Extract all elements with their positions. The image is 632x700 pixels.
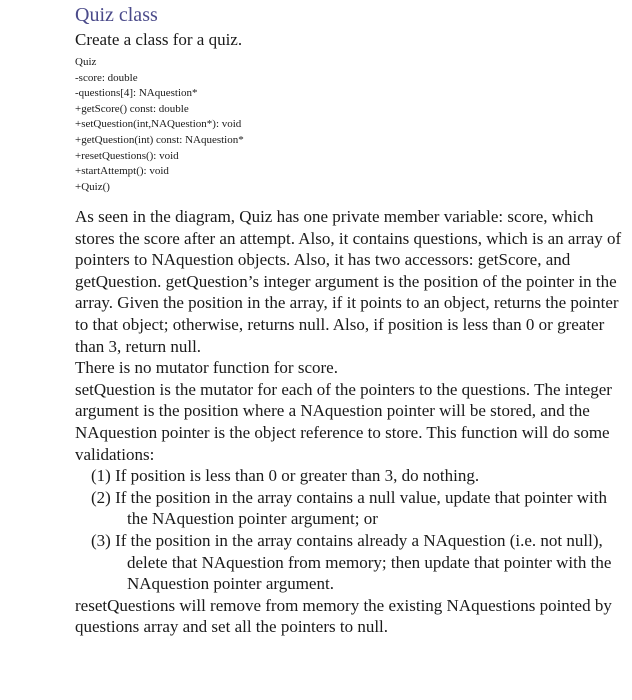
uml-method: +resetQuestions(): void: [75, 149, 179, 162]
document-page: [75, 0, 627, 637]
paragraph-resetquestions: resetQuestions will remove from memory the existing NAquestions pointed by questions array and set all the pointers to null.: [75, 595, 612, 637]
uml-method: +getScore() const: double: [75, 102, 189, 115]
validation-item: (3) If the position in the array contains already a NAquestion (i.e. not null), delete that NAquestion from memory; then update that pointer with the NAquestion pointer argument.: [91, 530, 612, 594]
uml-method: +Quiz(): [75, 180, 110, 193]
uml-attribute: -score: double: [75, 71, 138, 84]
uml-attribute: -questions[4]: NAquestion*: [75, 87, 198, 100]
validation-item: (2) If the position in the array contains a null value, update that pointer with the NAquestion pointer argument; or: [91, 487, 607, 529]
uml-class-diagram: [75, 55, 627, 195]
uml-method: +startAttempt(): void: [75, 165, 169, 178]
section-subtitle: Create a class for a quiz.: [75, 30, 243, 49]
section-title: Quiz class: [75, 4, 158, 26]
uml-class-name: Quiz: [75, 56, 97, 68]
paragraph-setquestion: setQuestion is the mutator for each of the pointers to the questions. The integer argument is the position where a NAquestion pointer will be stored, and the NAquestion pointer is the object reference to store. This function will do some validations:: [75, 379, 612, 464]
validation-list: [75, 465, 627, 595]
uml-method: +getQuestion(int) const: NAquestion*: [75, 133, 244, 146]
validation-item: (1) If position is less than 0 or greater than 3, do nothing.: [91, 466, 480, 486]
description-body: [75, 206, 627, 638]
paragraph-members: As seen in the diagram, Quiz has one private member variable: score, which stores the score after an attempt. Also, it contains questions, which is an array of pointers to NAquestion objects. Also, it has two accessors: getScore, and getQuestion. getQuestion’s integer argument is the position of the pointer in the array. Given the position in the array, if it points to an object, returns the pointer to that object; otherwise, returns null. Also, if position is less than 0 or greater than 3, return null.: [75, 207, 622, 356]
uml-method: +setQuestion(int,NAQuestion*): void: [75, 118, 242, 131]
paragraph-no-mutator: There is no mutator function for score.: [75, 358, 338, 378]
